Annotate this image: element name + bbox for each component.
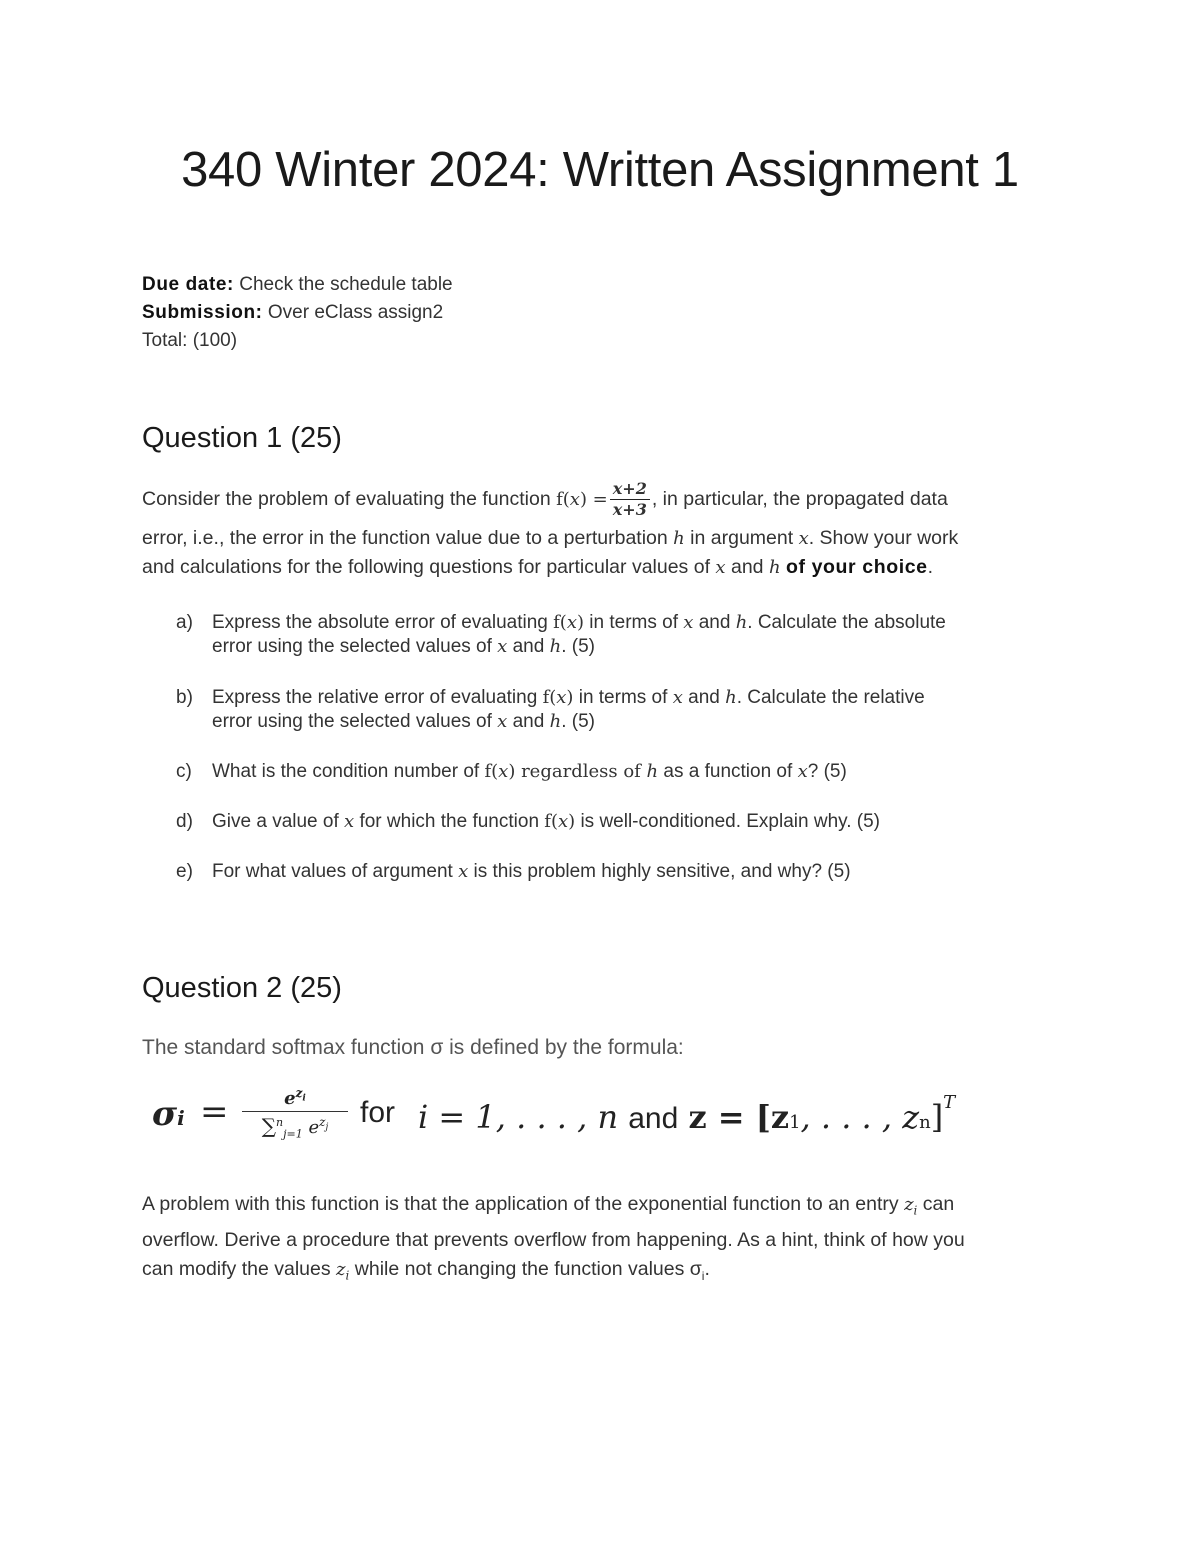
formula-fraction	[242, 1086, 348, 1141]
fx: f(x)	[544, 811, 576, 832]
fraction-denominator: x+3	[612, 500, 647, 520]
list-item-label: a)	[176, 612, 193, 633]
list-item	[176, 810, 1056, 834]
due-date-label: Due date:	[142, 274, 234, 295]
formula-denominator: ∑$^n_{j=1}$ $e^{z_j}$	[261, 1114, 329, 1141]
list-item-label: c)	[176, 761, 192, 782]
formula-range: i = 1, . . . , n and z = [z1, . . . , zn]$^T$	[418, 1092, 956, 1136]
sigma-subscript: i	[701, 1268, 705, 1283]
item-text: . Calculate the relative	[736, 687, 925, 708]
q1-intro-text: .	[927, 556, 934, 578]
question-2-body	[142, 1190, 1062, 1290]
item-text: and	[693, 612, 736, 633]
formula-for: for	[360, 1096, 396, 1129]
item-text: is well-conditioned. Explain why. (5)	[575, 811, 881, 832]
softmax-formula	[152, 1086, 956, 1156]
q2-body-text: can modify the values	[142, 1257, 337, 1280]
of-your-choice-emphasis: of your choice	[785, 556, 928, 578]
item-text: regardless of	[515, 761, 647, 782]
var-h: h	[735, 612, 748, 633]
item-text: Express the relative error of evaluating	[212, 687, 543, 708]
q1-intro-text: . Show your work	[808, 527, 959, 549]
item-text: ? (5)	[807, 761, 847, 782]
submission-line	[142, 299, 443, 327]
var-h: h	[549, 711, 562, 732]
var-h: h	[768, 557, 781, 578]
question-1-heading: Question 1 (25)	[142, 422, 342, 454]
question-1-intro	[142, 478, 1062, 582]
var-x: x	[497, 711, 508, 732]
q1-intro-text: in argument	[684, 527, 799, 549]
list-item	[176, 860, 1056, 884]
question-2-heading: Question 2 (25)	[142, 972, 342, 1004]
item-text: Express the absolute error of evaluating	[212, 612, 554, 633]
var-x: x	[672, 687, 683, 708]
item-text: error using the selected values of	[212, 636, 498, 657]
q1-function-label: f(x) =	[556, 489, 608, 510]
q1-intro-text: and	[725, 556, 769, 578]
var-zi: $z_i$	[336, 1258, 350, 1283]
due-date-line	[142, 271, 453, 299]
total-line: Total: (100)	[142, 330, 238, 351]
item-text: for which the function	[354, 811, 545, 832]
item-text: is this problem highly sensitive, and why? (5)	[468, 861, 851, 882]
formula-sigma: σi	[152, 1094, 185, 1134]
q2-body-text: while not changing the function values σ	[349, 1257, 702, 1280]
q1-intro-text: and calculations for the following questions for particular values of	[142, 556, 716, 578]
q2-body-text: A problem with this function is that the application of the exponential function to an entry	[142, 1193, 905, 1215]
var-h: h	[725, 687, 737, 708]
item-text: What is the condition number of	[212, 761, 485, 782]
softmax-intro: The standard softmax function σ is defined by the formula:	[142, 1036, 684, 1059]
item-text: . (5)	[561, 636, 595, 657]
fraction-numerator: x+2	[610, 479, 650, 500]
var-x: x	[344, 811, 355, 832]
fx: f(x)	[553, 612, 585, 633]
formula-equals: =	[200, 1092, 229, 1132]
var-x: x	[797, 761, 808, 782]
q1-fraction	[610, 479, 650, 520]
var-x: x	[458, 861, 469, 882]
page-title: 340 Winter 2024: Written Assignment 1	[181, 143, 1019, 197]
item-text: error using the selected values of	[212, 711, 498, 732]
q2-body-text: overflow. Derive a procedure that prevents overflow from happening. As a hint, think of how you	[142, 1228, 965, 1251]
due-date-value: Check the schedule table	[239, 274, 453, 295]
item-text: . (5)	[561, 711, 595, 732]
item-text: For what values of argument	[212, 861, 459, 882]
fx: f(x) regardless of	[484, 761, 647, 782]
var-zi: $z_i$	[904, 1194, 918, 1218]
list-item-label: e)	[176, 861, 193, 882]
submission-label: Submission:	[142, 302, 263, 323]
list-item-label: b)	[176, 687, 193, 708]
var-x: x	[715, 557, 726, 578]
var-h: h	[549, 636, 562, 657]
submission-value: Over eClass assign2	[267, 302, 444, 323]
item-text: and	[507, 711, 550, 732]
list-item	[176, 611, 1056, 659]
q1-intro-text: error, i.e., the error in the function value due to a perturbation	[142, 527, 674, 549]
list-item	[176, 760, 1056, 784]
q2-body-text: can	[917, 1193, 955, 1215]
list-item	[176, 686, 1056, 734]
var-h: h	[646, 761, 659, 782]
fx: f(x)	[542, 687, 574, 708]
formula-numerator: $e^{z_i}$	[242, 1086, 348, 1112]
q1-intro-text: Consider the problem of evaluating the function	[142, 488, 557, 510]
var-h: h	[673, 528, 685, 549]
item-text: in terms of	[573, 687, 673, 708]
var-x: x	[683, 612, 694, 633]
item-text: and	[682, 687, 726, 708]
q2-body-text: .	[704, 1257, 710, 1280]
var-x: x	[497, 636, 508, 657]
list-item-label: d)	[176, 811, 193, 832]
item-text: in terms of	[584, 612, 684, 633]
item-text: . Calculate the absolute	[747, 612, 946, 633]
var-x: x	[798, 528, 809, 549]
item-text: and	[507, 636, 550, 657]
item-text: Give a value of	[212, 811, 345, 832]
item-text: as a function of	[658, 761, 798, 782]
q1-intro-text: , in particular, the propagated data	[651, 488, 948, 510]
